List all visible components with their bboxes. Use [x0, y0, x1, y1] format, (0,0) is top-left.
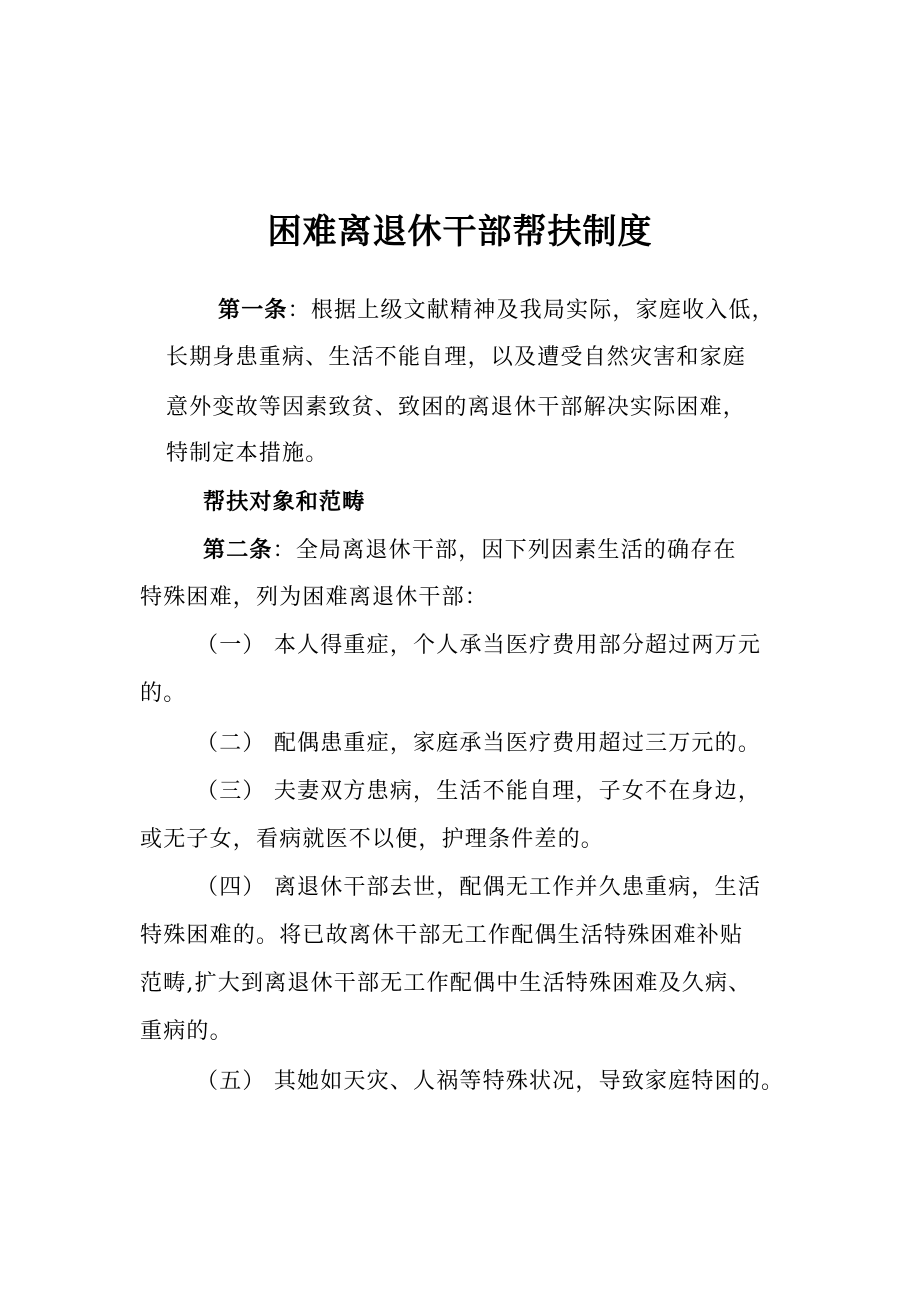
article-2-text: 全局离退休干部，因下列因素生活的确存在 — [295, 538, 737, 563]
item-3-text: 夫妻双方患病，生活不能自理，子女不在身边， — [273, 779, 762, 804]
article-1-text: 根据上级文献精神及我局实际，家庭收入低， — [310, 298, 775, 323]
item-3-line-2: 或无子女，看病就医不以便，护理条件差的。 — [140, 827, 605, 852]
item-2-mark: （二） — [196, 731, 266, 756]
item-2-line-1 — [196, 728, 761, 760]
article-1-separator: ： — [287, 298, 311, 323]
item-4-line-1 — [196, 872, 761, 904]
article-1-line-3: 意外变故等因素致贫、致困的离退休干部解决实际困难， — [166, 395, 747, 420]
item-5-mark: （五） — [196, 1069, 266, 1094]
article-1-line-1 — [218, 294, 775, 327]
item-4-line-4: 重病的。 — [140, 1019, 233, 1044]
item-4-line-2: 特殊困难的。将已故离休干部无工作配偶生活特殊困难补贴 — [140, 923, 744, 948]
item-4-line-3: 范畴,扩大到离退休干部无工作配偶中生活特殊困难及久病、 — [140, 971, 752, 996]
article-1-line-4: 特制定本措施。 — [166, 441, 329, 466]
article-2-separator: ： — [272, 538, 296, 563]
article-1-label: 第一条 — [218, 297, 288, 323]
item-1-line-1 — [196, 630, 761, 662]
item-4-text: 离退休干部去世，配偶无工作并久患重病，生活 — [273, 875, 762, 900]
article-2-line-2: 特殊困难，列为困难离退休干部： — [140, 585, 489, 610]
item-1-text: 本人得重症，个人承当医疗费用部分超过两万元 — [273, 633, 762, 658]
document-title: 困难离退休干部帮扶制度 — [267, 212, 653, 252]
item-5-line-1 — [196, 1066, 784, 1098]
item-3-line-1 — [196, 776, 761, 808]
article-2-line-1 — [203, 534, 737, 567]
article-2-label: 第二条 — [203, 537, 273, 563]
item-2-text: 配偶患重症，家庭承当医疗费用超过三万元的。 — [273, 731, 762, 756]
item-1-mark: （一） — [196, 633, 266, 658]
item-4-mark: （四） — [196, 875, 266, 900]
section-heading: 帮扶对象和范畴 — [203, 489, 366, 515]
item-1-line-2: 的。 — [140, 681, 187, 706]
article-1-line-2: 长期身患重病、生活不能自理，以及遭受自然灾害和家庭 — [166, 345, 747, 370]
item-5-text: 其她如天灾、人祸等特殊状况，导致家庭特困的。 — [273, 1069, 785, 1094]
item-3-mark: （三） — [196, 779, 266, 804]
